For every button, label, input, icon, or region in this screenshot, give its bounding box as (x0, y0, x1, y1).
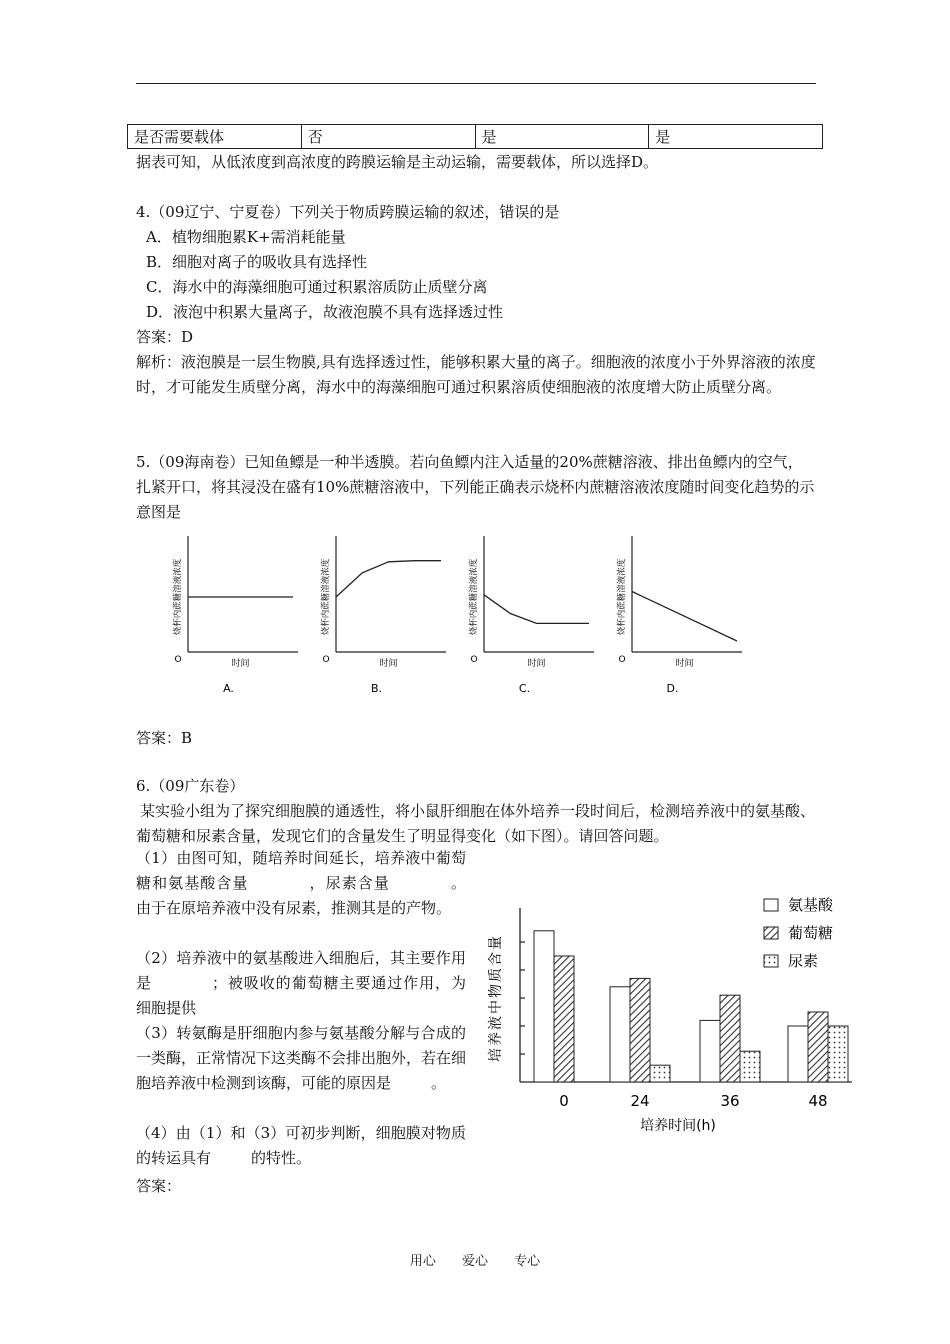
q4-answer: 答案：D (136, 328, 194, 346)
bar-dots (828, 1026, 848, 1082)
bar-white (610, 987, 630, 1082)
graph-d (616, 536, 742, 695)
bar-hatch (630, 978, 650, 1082)
q6-part2-text-c: 作用，为细胞提供 (136, 974, 466, 1017)
y-axis-label: 烧杯内蔗糖溶液浓度 (617, 558, 627, 636)
panel-letter: D. (666, 682, 679, 695)
q6-part4-text-b: 的特性。 (251, 1149, 312, 1167)
q6-part2 (136, 946, 466, 1021)
q4-option-d: D．液泡中积累大量离子，故液泡膜不具有选择透过性 (146, 303, 504, 321)
q6-part1-text-d: 的产物。 (391, 899, 452, 917)
graph-b (320, 536, 446, 695)
legend-swatch (764, 955, 778, 967)
q6-part1 (136, 846, 466, 921)
header-rule (136, 83, 816, 84)
y-axis-label: 烧杯内蔗糖溶液浓度 (321, 558, 331, 636)
q6-part3 (136, 1021, 466, 1096)
bar-white (534, 931, 554, 1082)
origin-label: O (618, 655, 626, 665)
q6-part1-text-a: （1）由图可知，随培养时间延长，培养液中葡萄糖和氨基酸含量 (136, 849, 466, 892)
q6-stem: 某实验小组为了探究细胞膜的通透性，将小鼠肝细胞在体外培养一段时间后，检测培养液中的氨基酸、葡萄糖和尿素含量，发现它们的含量发生了明显得变化（如下图）。请回答问题。 (136, 802, 816, 845)
y-axis-label: 烧杯内蔗糖溶液浓度 (173, 558, 183, 636)
legend-label: 葡萄糖 (788, 924, 834, 942)
q6-part3-text-b: 。 (431, 1074, 447, 1092)
q5-graph-figure (160, 522, 760, 702)
x-axis-label: 时间 (527, 659, 546, 669)
graph-c (468, 536, 594, 695)
table-cell: 是否需要载体 (128, 125, 302, 149)
q6-title: 6.（09广东卷） (136, 777, 245, 795)
panel-letter: C. (518, 682, 531, 695)
table-cell: 是 (475, 125, 649, 149)
legend-swatch (764, 927, 778, 939)
bar-white (788, 1026, 808, 1082)
q6-bar-chart (482, 880, 862, 1145)
q6-part2-text-b: ；被吸收的葡萄糖主要通过 (211, 974, 404, 992)
table-row (128, 125, 823, 149)
bar-hatch (808, 1012, 828, 1082)
origin-label: O (174, 655, 182, 665)
x-axis-label: 时间 (379, 659, 398, 669)
q5-title: 5.（09海南卷）已知鱼鳔是一种半透膜。若向鱼鳔内注入适量的20%蔗糖溶液、排出鱼鳔内的空气，扎紧开口，将其浸没在盛有10%蔗糖溶液中，下列能正确表示烧杯内蔗糖溶液浓度随时间变化趋势的示意图是 (136, 453, 815, 521)
table-cell: 否 (301, 125, 475, 149)
carrier-table (127, 124, 823, 149)
page-footer: 用心 爱心 专心 (409, 1254, 541, 1269)
bar-dots (650, 1065, 670, 1082)
x-axis-label: 培养时间(h) (640, 1118, 716, 1134)
q5-answer: 答案：B (136, 729, 193, 747)
q6-answer: 答案： (136, 1177, 182, 1195)
q6-part2-text-a: （2）培养液中的氨基酸进入细胞后，其主要作用是 (136, 949, 466, 992)
origin-label: O (322, 655, 330, 665)
legend-swatch (764, 899, 778, 911)
panel-letter: A. (223, 682, 234, 695)
x-axis-label: 时间 (231, 659, 250, 669)
bar-white (700, 1020, 720, 1082)
data-line (632, 592, 737, 642)
q4-option-a: A．植物细胞累K+需消耗能量 (146, 228, 346, 246)
x-tick-label: 36 (720, 1092, 740, 1110)
x-tick-label: 48 (808, 1092, 828, 1110)
origin-label: O (470, 655, 478, 665)
panel-letter: B. (370, 682, 383, 695)
x-tick-label: 0 (559, 1092, 569, 1110)
legend-label: 氨基酸 (788, 896, 834, 914)
q6-part1-text-b: ，尿素含量 (308, 874, 390, 892)
data-line (484, 595, 589, 624)
bar-hatch (554, 956, 574, 1082)
legend-label: 尿素 (788, 952, 819, 970)
conclusion-text: 据表可知，从低浓度到高浓度的跨膜运输是主动运输，需要载体，所以选择D。 (136, 153, 659, 171)
graph-a (172, 536, 298, 695)
q6-part3-text-a: （3）转氨酶是肝细胞内参与氨基酸分解与合成的一类酶，正常情况下这类酶不会排出胞外，若在细胞培养液中检测到该酶，可能的原因是 (136, 1024, 467, 1092)
q4-title: 4.（09辽宁、宁夏卷）下列关于物质跨膜运输的叙述，错误的是 (136, 203, 560, 221)
q6-part4 (136, 1121, 466, 1171)
x-tick-label: 24 (630, 1092, 650, 1110)
x-axis-label: 时间 (675, 659, 694, 669)
bar-hatch (720, 995, 740, 1082)
q4-analysis: 解析：液泡膜是一层生物膜,具有选择透过性，能够积累大量的离子。细胞液的浓度小于外界溶液的浓度时，才可能发生质壁分离，海水中的海藻细胞可通过积累溶质使细胞液的浓度增大防止质壁分离。 (136, 353, 816, 396)
table-cell: 是 (649, 125, 823, 149)
q4-option-b: B．细胞对离子的吸收具有选择性 (146, 253, 368, 271)
q6-part1-text-c: 。由于在原培养液中没有尿素，推测其是 (136, 874, 466, 917)
q4-option-c: C．海水中的海藻细胞可通过积累溶质防止质壁分离 (146, 278, 488, 296)
y-axis-label: 培养液中物质含量 (488, 934, 504, 1062)
y-axis-label: 烧杯内蔗糖溶液浓度 (469, 558, 479, 636)
q6-part4-text-a: （4）由（1）和（3）可初步判断，细胞膜对物质的转运具有 (136, 1124, 466, 1167)
data-line (336, 561, 441, 597)
bar-dots (740, 1051, 760, 1082)
